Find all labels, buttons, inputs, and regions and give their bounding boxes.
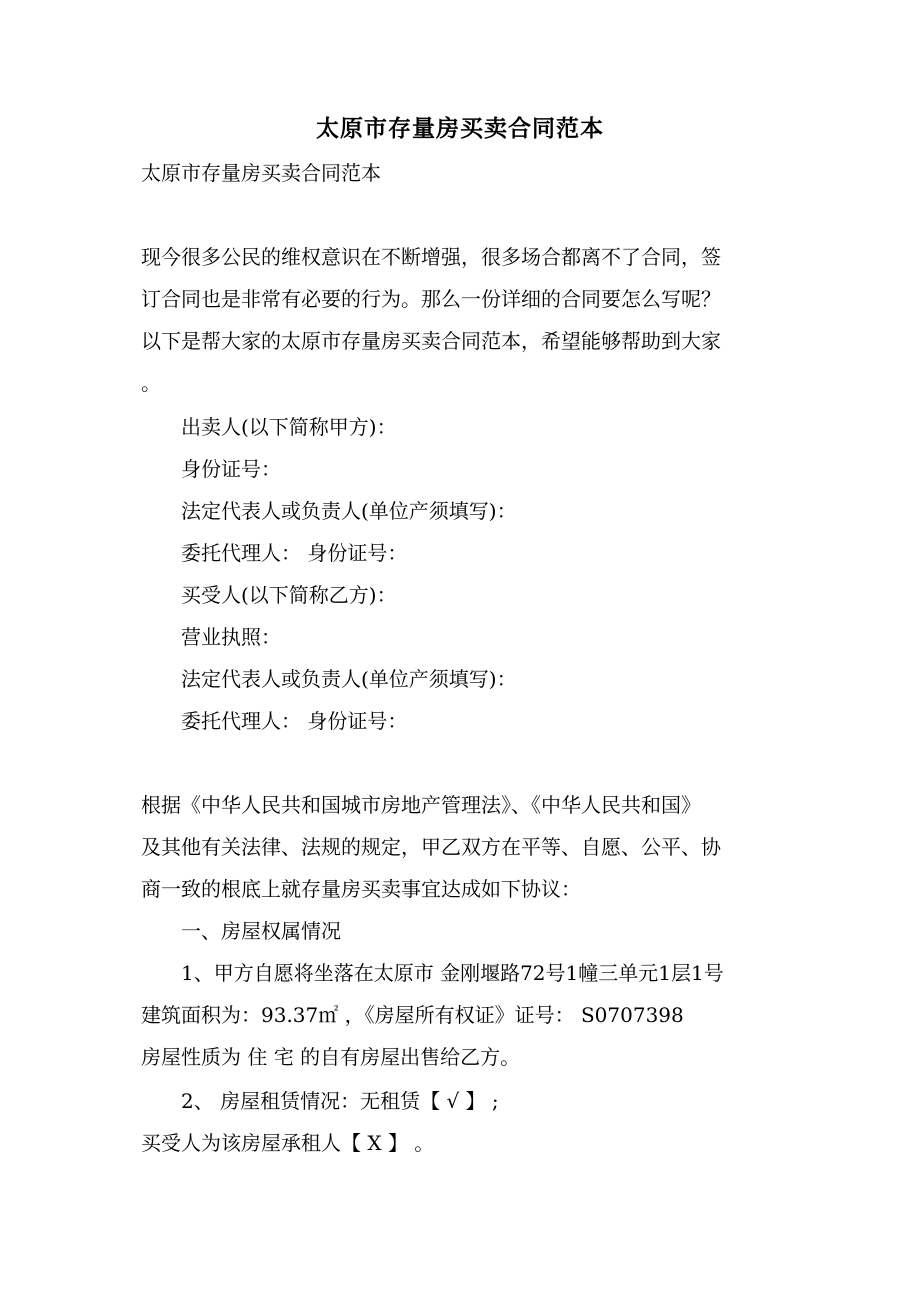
seller-legal-rep-line: 法定代表人或负责人(单位产须填写)： <box>181 499 517 523</box>
clause-1-line-3: 房屋性质为 住 宅 的自有房屋出售给乙方。 <box>141 1045 521 1069</box>
clause-2-line-2: 买受人为该房屋承租人【 X 】 。 <box>141 1131 435 1155</box>
intro-line-3: 以下是帮大家的太原市存量房买卖合同范本，希望能够帮助到大家 <box>141 329 721 353</box>
buyer-legal-rep-line: 法定代表人或负责人(单位产须填写)： <box>181 667 517 691</box>
buyer-agent-line: 委托代理人： 身份证号： <box>181 709 408 733</box>
document-title: 太原市存量房买卖合同范本 <box>316 115 604 142</box>
basis-line-1: 根据《中华人民共和国城市房地产管理法》、《中华人民共和国》 <box>141 793 701 817</box>
clause-1-line-2: 建筑面积为：93.37㎡ ，《房屋所有权证》证号： S0707398 <box>141 1003 684 1027</box>
seller-agent-line: 委托代理人： 身份证号： <box>181 541 408 565</box>
clause-1-line-1: 1、甲方自愿将坐落在太原市 金刚堰路72号1幢三单元1层1号 <box>181 961 724 985</box>
intro-line-2: 订合同也是非常有必要的行为。那么一份详细的合同要怎么写呢？ <box>141 287 721 311</box>
document-subtitle: 太原市存量房买卖合同范本 <box>141 161 381 185</box>
buyer-license-line: 营业执照： <box>181 625 281 649</box>
intro-line-1: 现今很多公民的维权意识在不断增强，很多场合都离不了合同，签 <box>141 245 721 269</box>
seller-line: 出卖人(以下简称甲方)： <box>181 415 397 439</box>
section-1-heading: 一、房屋权属情况 <box>181 919 341 943</box>
seller-id-line: 身份证号： <box>181 457 281 481</box>
clause-2-line-1: 2、 房屋租赁情况：无租赁【 √ 】 ; <box>181 1089 499 1113</box>
intro-line-4: 。 <box>141 371 161 395</box>
buyer-line: 买受人(以下简称乙方)： <box>181 583 397 607</box>
basis-line-3: 商一致的根底上就存量房买卖事宜达成如下协议： <box>141 877 581 901</box>
basis-line-2: 及其他有关法律、法规的规定，甲乙双方在平等、自愿、公平、协 <box>141 835 721 859</box>
